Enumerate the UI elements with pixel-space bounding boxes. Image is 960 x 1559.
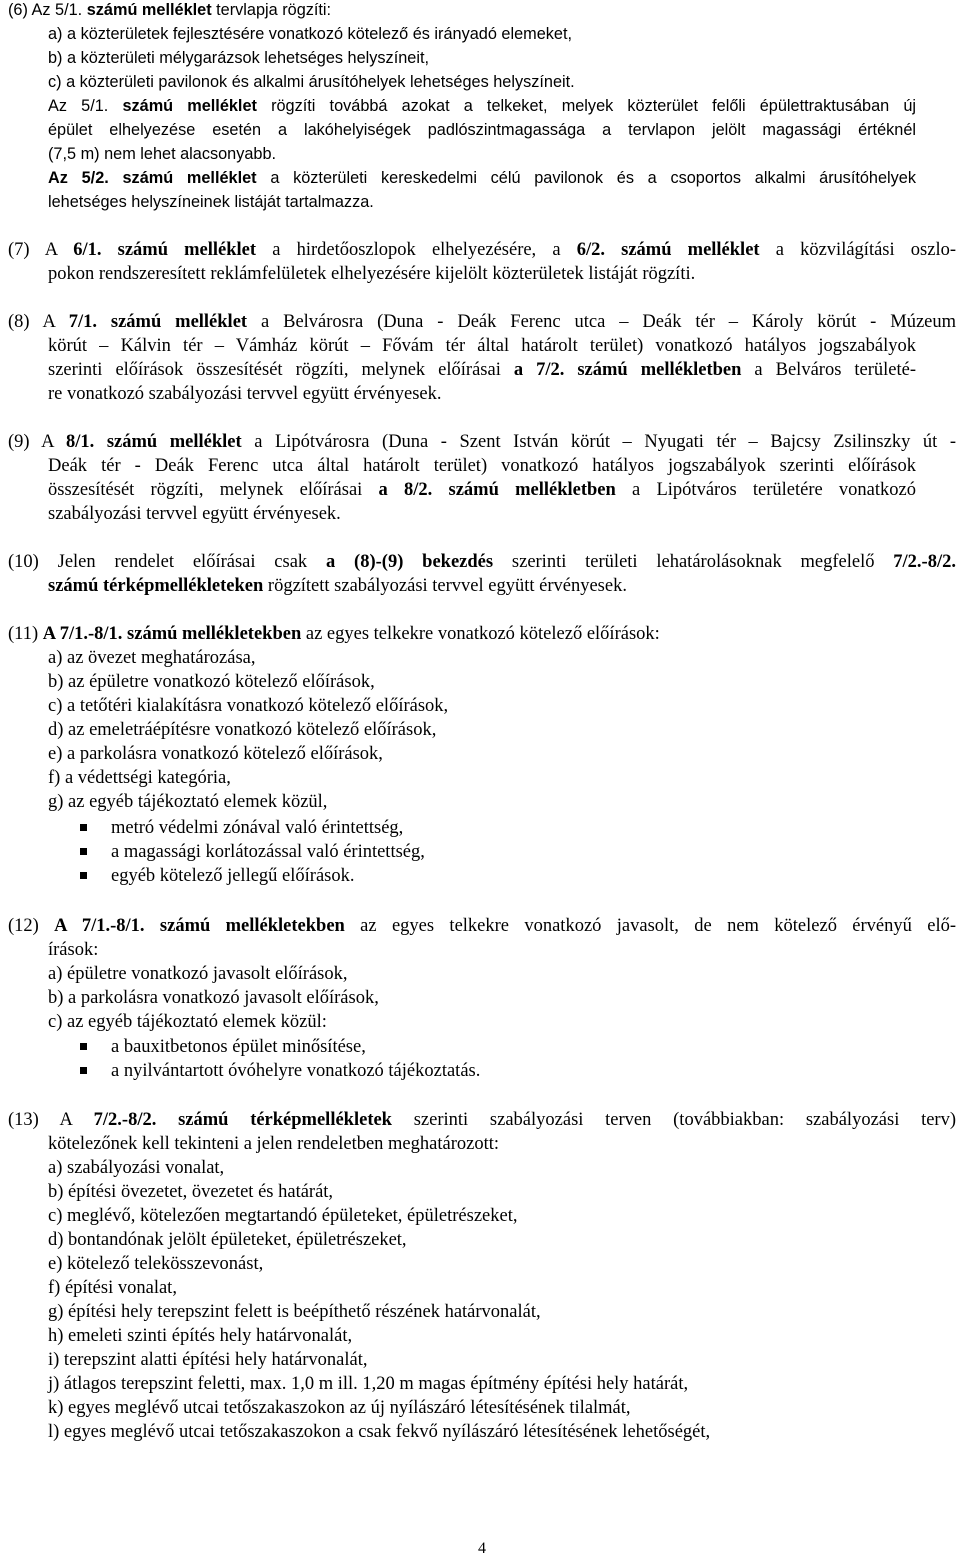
text-line [8,432,956,452]
text-run: rögzíti továbbá azokat a telkeket, melyek közterület felőli épülettraktusában új [256,97,916,115]
text-run: l) egyes meglévő utcai tetőszakaszokon a csak fekvő nyílászáró létesítésének lehetőségét, [48,1422,711,1442]
bold-text-run: a 7/2. számú mellékletben [513,360,742,380]
text-run: a) épületre vonatkozó javasolt előírások, [48,964,348,984]
text-run: kötelezőnek kell tekinteni a jelen rendeletben meghatározott: [48,1134,500,1154]
text-run: a Lipótvárosra (Duna - Szent István körút – Nyugati tér – Bajcsy Zsilinszky út - [241,432,956,452]
text-line [48,672,375,692]
text-line [48,1302,541,1322]
bold-text-run: 7/1. számú melléklet [68,312,248,332]
text-run: (8) A [8,312,69,332]
text-run: (7) A [8,240,74,260]
bold-text-run: A 7/1.-8/1. számú mellékletekben [54,916,345,936]
text-run: az egyes telkekre vonatkozó javasolt, de nem kötelező érvényű elő- [344,916,956,936]
text-line [48,192,374,212]
text-run: d) az emeletráépítésre vonatkozó kötelező előírások, [48,720,437,740]
text-line [48,1206,517,1226]
text-line [48,720,436,740]
text-run: a közterületi kereskedelmi célú pavilonok és a csoportos alkalmi árusítóhelyek [256,169,916,187]
text-line [48,964,348,984]
text-run: szabályozási tervvel együtt érvényesek. [48,504,341,524]
text-line [48,1350,368,1370]
text-run: (7,5 m) nem lehet alacsonyabb. [48,145,277,163]
text-line [48,456,916,476]
square-bullet-icon [80,1043,87,1050]
text-run: j) átlagos terepszint feletti, max. 1,0 m ill. 1,20 m magas építmény építési hely határát, [48,1374,689,1394]
text-line [111,1061,480,1081]
text-line [48,1422,710,1442]
text-run: b) az épületre vonatkozó kötelező előírások, [48,672,375,692]
square-bullet-icon [80,872,87,879]
bold-text-run: 6/2. számú melléklet [576,240,760,260]
text-line [48,988,379,1008]
text-run: h) emeleti szinti építés hely határvonalát, [48,1326,353,1346]
text-line [48,576,627,596]
text-run: i) terepszint alatti építési hely határvonalát, [48,1350,368,1370]
text-line [48,1158,224,1178]
text-run: (13) A [8,1110,94,1130]
text-run: Deák tér - Deák Ferenc utca által határolt terület) vonatkozó hatályos jogszabályok szerinti előírások [48,456,916,476]
text-run: egyéb kötelező jellegű előírások. [111,866,355,886]
text-run: az egyes telkekre vonatkozó kötelező előírások: [301,624,660,644]
bold-text-run: 8/1. számú melléklet [66,432,242,452]
text-line [111,866,355,886]
bold-text-run: A 7/1.-8/1. számú mellékletekben [42,624,302,644]
text-line [48,1398,631,1418]
square-bullet-icon [80,824,87,831]
text-run: (6) Az 5/1. [8,1,87,19]
text-line [111,818,403,838]
text-run: (11) [8,624,43,644]
text-line [8,552,956,572]
text-run: lehetséges helyszíneinek listáját tartalmazza. [48,193,374,211]
bold-text-run: 7/2.-8/2. számú térképmellékletek [93,1110,392,1130]
text-run: b) építési övezetet, övezetet és határát, [48,1182,334,1202]
text-run: a) szabályozási vonalat, [48,1158,225,1178]
bold-text-run: a (8)-(9) bekezdés [326,552,494,572]
page-number: 4 [478,1540,486,1557]
text-run: (9) A [8,432,66,452]
text-run: a közvilágítási oszlo- [759,240,956,260]
text-line [48,792,327,812]
text-run: a Lipótváros területére vonatkozó [615,480,916,500]
text-run: Az 5/1. [48,97,123,115]
text-line [48,1182,333,1202]
text-line [48,768,231,788]
text-run: g) az egyéb tájékoztató elemek közül, [48,792,328,812]
text-line [48,336,916,356]
bold-text-run: Az 5/2. számú melléklet [48,169,257,187]
text-run: d) bontandónak jelölt épületeket, épületrészeket, [48,1230,407,1250]
text-run: épület elhelyezése esetén a lakóhelyiségek padlószintmagassága a tervlapon jelölt magassági értéknél [48,121,916,139]
text-run: b) a parkolásra vonatkozó javasolt előírások, [48,988,379,1008]
text-line [48,1254,263,1274]
text-line [48,504,341,524]
text-run: b) a közterületi mélygarázsok lehetséges helyszíneit, [48,49,429,67]
text-run: a Belvárosra (Duna - Deák Ferenc utca – Deák tér – Károly körút - Múzeum [247,312,956,332]
text-line [48,744,383,764]
text-line [48,384,441,404]
text-run: tervlapja rögzíti: [211,1,332,19]
text-line [48,940,98,960]
bold-text-run: számú melléklet [86,1,212,19]
text-run: a Belváros területé- [741,360,916,380]
text-run: a) az övezet meghatározása, [48,648,256,668]
text-line [48,1012,327,1032]
text-run: c) az egyéb tájékoztató elemek közül: [48,1012,327,1032]
text-run: a) a közterületek fejlesztésére vonatkozó kötelező és irányadó elemeket, [48,25,572,43]
text-run: szerinti területi lehatárolásoknak megfelelő [493,552,894,572]
square-bullet-icon [80,1067,87,1074]
text-run: c) meglévő, kötelezően megtartandó épületeket, épületrészeket, [48,1206,518,1226]
bold-text-run: számú melléklet [122,97,257,115]
text-line [8,312,956,332]
square-bullet-icon [80,848,87,855]
text-run: g) építési hely terepszint felett is beépíthető részének határvonalát, [48,1302,541,1322]
text-line [48,264,695,284]
text-run: szerinti előírások összesítését rögzíti, melynek előírásai [48,360,514,380]
text-line [8,916,956,936]
text-line [48,72,575,92]
text-run: c) a közterületi pavilonok és alkalmi árusítóhelyek lehetséges helyszíneit. [48,73,575,91]
text-run: (12) [8,916,55,936]
text-line [48,1374,688,1394]
text-run: szerinti szabályozási terven (továbbiakban: szabályozási terv) [391,1110,956,1130]
text-line [8,240,956,260]
text-line [48,1230,407,1250]
text-line [48,24,572,44]
text-line [48,120,916,140]
text-line [48,48,429,68]
text-line [48,96,916,116]
text-line [48,696,448,716]
text-run: a magassági korlátozással való érintettség, [111,842,425,862]
text-run: e) a parkolásra vonatkozó kötelező előírások, [48,744,383,764]
text-run: a bauxitbetonos épület minősítése, [111,1037,366,1057]
text-run: e) kötelező telekösszevonást, [48,1254,264,1274]
text-run: f) építési vonalat, [48,1278,177,1298]
bold-text-run: a 8/2. számú mellékletben [378,480,616,500]
text-line [48,480,916,500]
text-line [8,1110,956,1130]
text-line [111,842,425,862]
text-line [48,144,276,164]
text-run: pokon rendszeresített reklámfelületek elhelyezésére kijelölt közterületek listáját rögzíti. [48,264,696,284]
text-line [48,360,916,380]
text-line [48,1278,177,1298]
bold-text-run: számú térképmellékleteken [48,576,264,596]
bold-text-run: 7/2.-8/2. [893,552,956,572]
text-run: körút – Kálvin tér – Vámház körút – Fővám tér által határolt terület) vonatkozó hatályos jogszabályok [48,336,916,356]
text-run: f) a védettségi kategória, [48,768,231,788]
text-line [8,624,660,644]
text-line [48,648,255,668]
text-run: c) a tetőtéri kialakításra vonatkozó kötelező előírások, [48,696,449,716]
text-run: összesítését rögzíti, melynek előírásai [48,480,379,500]
text-run: a hirdetőoszlopok elhelyezésére, a [256,240,577,260]
text-run: (10) Jelen rendelet előírásai csak [8,552,326,572]
text-line [111,1037,366,1057]
text-run: k) egyes meglévő utcai tetőszakaszokon az új nyílászáró létesítésének tilalmát, [48,1398,631,1418]
text-line [48,168,916,188]
text-line [8,0,331,20]
text-run: rögzített szabályozási tervvel együtt érvényesek. [263,576,627,596]
bold-text-run: 6/1. számú melléklet [73,240,257,260]
text-run: metró védelmi zónával való érintettség, [111,818,404,838]
text-line [48,1134,499,1154]
text-run: írások: [48,940,99,960]
text-run: a nyilvántartott óvóhelyre vonatkozó tájékoztatás. [111,1061,481,1081]
text-run: re vonatkozó szabályozási tervvel együtt érvényesek. [48,384,442,404]
text-line [48,1326,352,1346]
